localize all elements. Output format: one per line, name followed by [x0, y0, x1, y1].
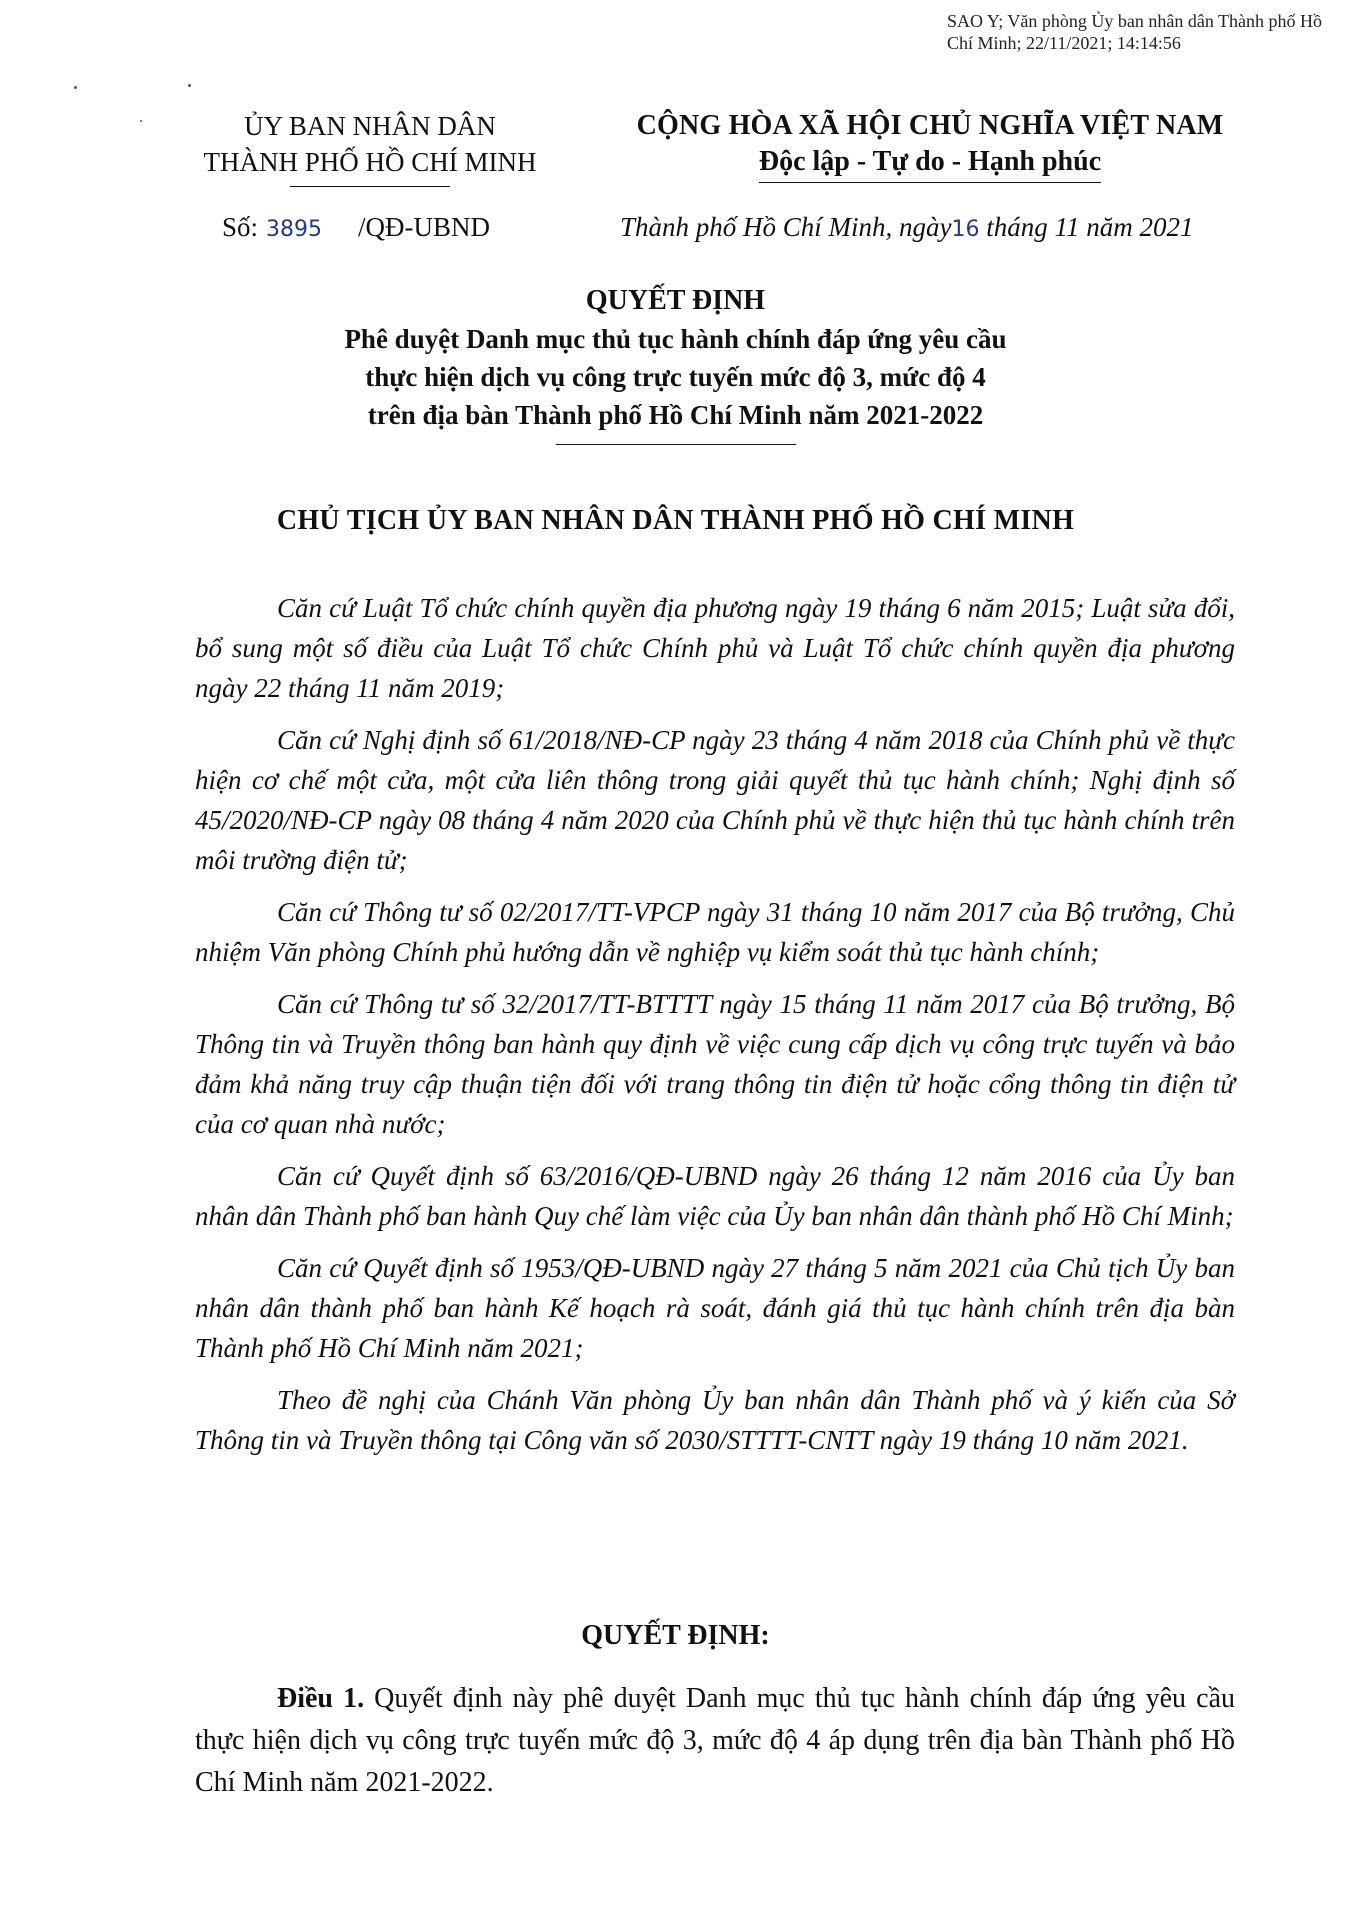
- agency-line-1: ỦY BAN NHÂN DÂN: [244, 111, 496, 141]
- handwritten-day: 16: [951, 217, 980, 242]
- handwritten-number: 3895: [266, 217, 323, 242]
- scan-speck: [74, 86, 77, 89]
- preamble-paragraph: Theo đề nghị của Chánh Văn phòng Ủy ban nhân dân Thành phố và ý kiến của Sở Thông tin và Truyền thông tại Công văn số 2030/STTTT-CNTT ngày 19 tháng 10 năm 2021.: [195, 1385, 1235, 1455]
- republic-name: CỘNG HÒA XÃ HỘI CHỦ NGHĨA VIỆT NAM: [636, 110, 1224, 141]
- document-date: [620, 212, 1194, 243]
- motto: Độc lập - Tự do - Hạnh phúc: [759, 144, 1101, 183]
- agency-line-2: THÀNH PHỐ HỒ CHÍ MINH: [203, 147, 537, 177]
- agency-underline: [290, 186, 450, 187]
- title-line-3: trên địa bàn Thành phố Hồ Chí Minh năm 2021-2022: [367, 400, 984, 430]
- number-suffix: /QĐ-UBND: [358, 212, 491, 242]
- article-1-text: Quyết định này phê duyệt Danh mục thủ tục hành chính đáp ứng yêu cầu thực hiện dịch vụ công trực tuyến mức độ 3, mức độ 4 áp dụng trên địa bàn Thành phố Hồ Chí Minh năm 2021-2022.: [195, 1683, 1236, 1798]
- document-title: [0, 282, 1351, 445]
- stamp-text: SAO Y; Văn phòng Ủy ban nhân dân Thành phố Hồ Chí Minh; 22/11/2021; 14:14:56: [947, 11, 1322, 53]
- document-type: QUYẾT ĐỊNH: [585, 285, 766, 316]
- preamble: [195, 588, 1235, 1472]
- preamble-paragraph: Căn cứ Nghị định số 61/2018/NĐ-CP ngày 23 tháng 4 năm 2018 của Chính phủ về thực hiện cơ chế một cửa, một cửa liên thông trong giải quyết thủ tục hành chính; Nghị định số 45/2020/NĐ-CP ngày 08 tháng 4 năm 2020 của Chính phủ về thực hiện thủ tục hành chính trên môi trường điện tử;: [195, 725, 1235, 875]
- article-1-label: Điều 1.: [277, 1683, 365, 1714]
- authority-heading: CHỦ TỊCH ỦY BAN NHÂN DÂN THÀNH PHỐ HỒ CHÍ MINH: [276, 505, 1075, 536]
- preamble-paragraph: Căn cứ Thông tư số 32/2017/TT-BTTTT ngày 15 tháng 11 năm 2017 của Bộ trưởng, Bộ Thông tin và Truyền thông ban hành quy định về việc cung cấp dịch vụ công trực tuyến và bảo đảm khả năng truy cập thuận tiện đối với trang thông tin điện tử hoặc cổng thông tin điện tử của cơ quan nhà nước;: [195, 989, 1235, 1139]
- national-motto: [610, 108, 1250, 183]
- article-1: [195, 1678, 1235, 1804]
- title-line-2: thực hiện dịch vụ công trực tuyến mức độ 3, mức độ 4: [365, 362, 986, 392]
- preamble-paragraph: Căn cứ Thông tư số 02/2017/TT-VPCP ngày 31 tháng 10 năm 2017 của Bộ trưởng, Chủ nhiệm Văn phòng Chính phủ hướng dẫn về nghiệp vụ kiểm soát thủ tục hành chính;: [195, 897, 1235, 967]
- date-after: tháng 11 năm 2021: [979, 212, 1194, 242]
- title-underline: [556, 444, 796, 445]
- preamble-paragraph: Căn cứ Quyết định số 1953/QĐ-UBND ngày 27 tháng 5 năm 2021 của Chủ tịch Ủy ban nhân dân thành phố ban hành Kế hoạch rà soát, đánh giá thủ tục hành chính trên địa bàn Thành phố Hồ Chí Minh năm 2021;: [195, 1253, 1235, 1363]
- decision-heading: QUYẾT ĐỊNH:: [581, 1620, 770, 1651]
- document-number: [222, 212, 490, 243]
- number-prefix: Số:: [222, 212, 259, 242]
- scan-speck: [188, 84, 191, 87]
- preamble-paragraph: Căn cứ Quyết định số 63/2016/QĐ-UBND ngày 26 tháng 12 năm 2016 của Ủy ban nhân dân Thành phố ban hành Quy chế làm việc của Ủy ban nhân dân thành phố Hồ Chí Minh;: [195, 1161, 1235, 1231]
- date-before: Thành phố Hồ Chí Minh, ngày: [620, 212, 952, 242]
- title-line-1: Phê duyệt Danh mục thủ tục hành chính đáp ứng yêu cầu: [344, 324, 1007, 354]
- scan-speck: [140, 120, 142, 122]
- digital-copy-stamp: [947, 10, 1327, 54]
- issuing-agency: [160, 108, 580, 187]
- preamble-paragraph: Căn cứ Luật Tổ chức chính quyền địa phương ngày 19 tháng 6 năm 2015; Luật sửa đổi, bổ sung một số điều của Luật Tổ chức Chính phủ và Luật Tổ chức chính quyền địa phương ngày 22 tháng 11 năm 2019;: [195, 593, 1235, 703]
